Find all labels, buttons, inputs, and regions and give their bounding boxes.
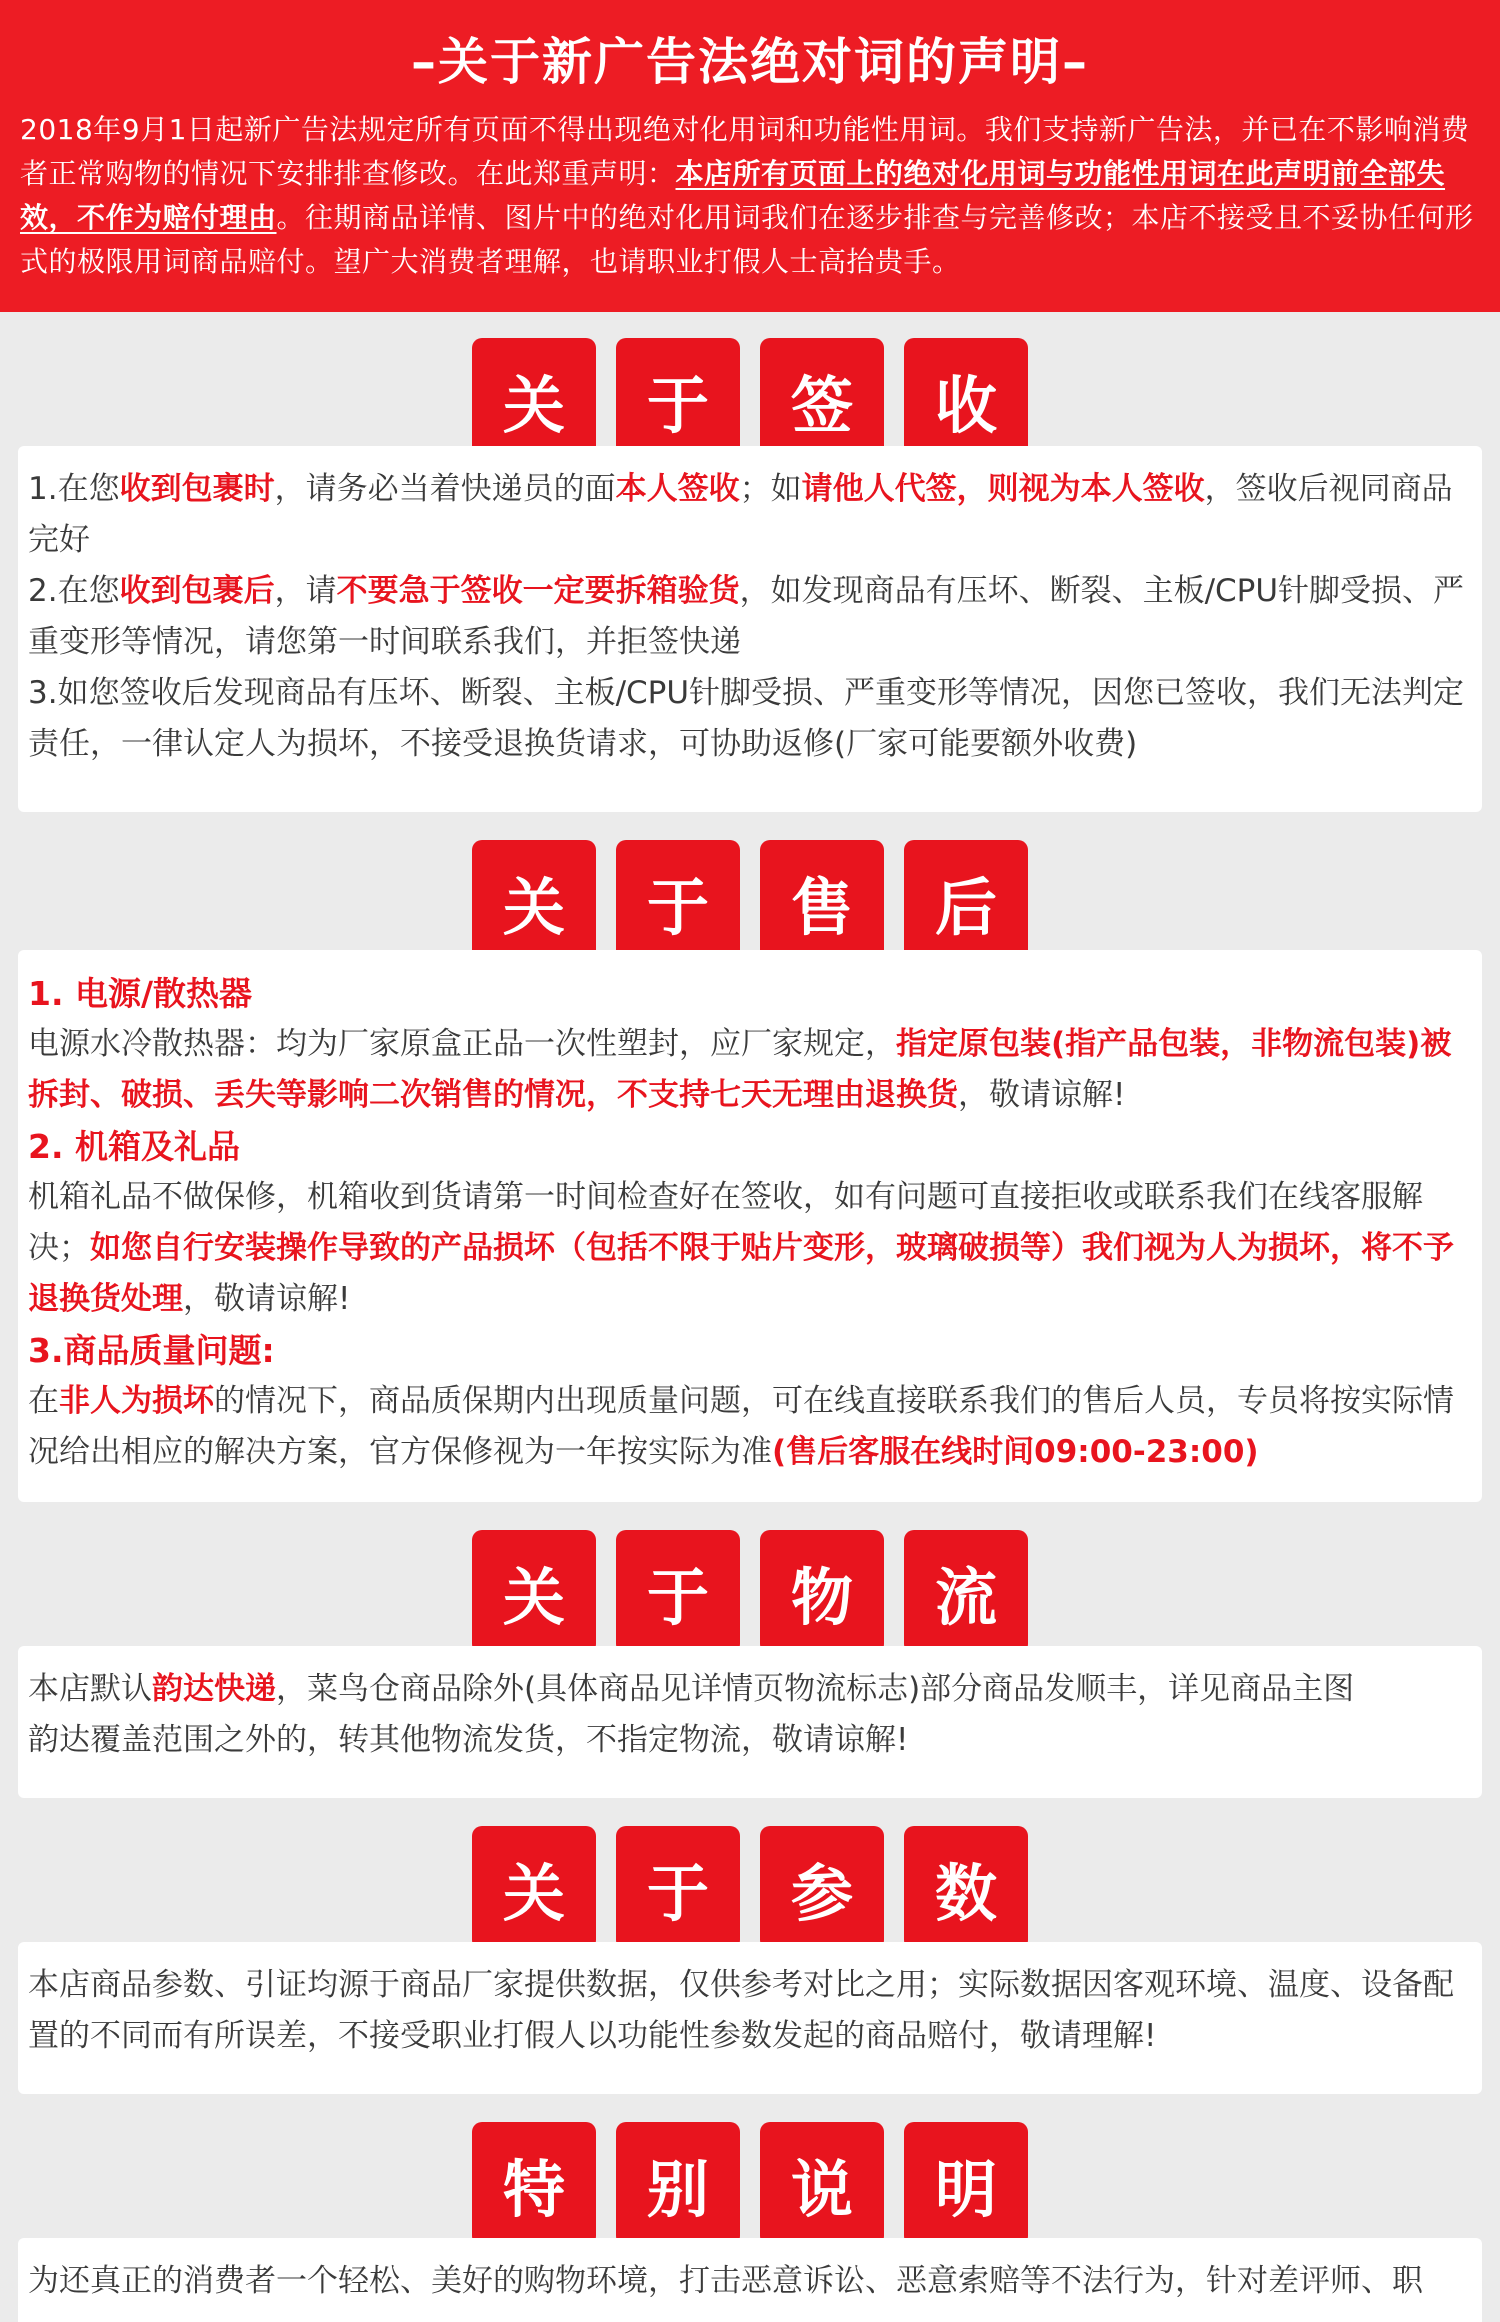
highlight: 收到包裹后 [119,573,275,609]
text: 在 [28,1383,59,1419]
banner-title: –关于新广告法绝对词的声明– [411,33,1089,91]
highlight: 不要急于签收一定要拆箱验货 [336,573,740,609]
banner-body [20,108,1480,284]
text: ，敬请谅解! [958,1077,1126,1113]
text: ，请 [274,573,337,609]
heading-char: 于 [616,338,740,462]
heading-char: 关 [472,840,596,964]
section-paragraph [28,1019,1472,1121]
text: ；如 [739,471,802,507]
text: 电源水冷散热器：均为厂家原盒正品一次性塑封，应厂家规定， [28,1026,896,1062]
banner-text-1: 2018年9月1日起新广告法规定所有页面不得出现绝对化用词和功能性用词。我们支持新广告法，并已在不影响消费者正常购物的情况下安排排查修改。在此郑重声明： [20,113,1470,190]
highlight: 韵达快递 [152,1671,276,1707]
after-sales-card [18,950,1482,1502]
heading-char: 物 [760,1530,884,1654]
heading-logistics [0,1530,1500,1654]
heading-char: 后 [904,840,1028,964]
special-text: 为还真正的消费者一个轻松、美好的购物环境，打击恶意诉讼、恶意索赔等不法行为，针对差评师、职 [28,2263,1423,2299]
text: 2.在您 [28,573,120,609]
heading-char: 数 [904,1826,1028,1950]
heading-char: 关 [472,1530,596,1654]
section-paragraph [28,1172,1472,1325]
heading-char: 明 [904,2122,1028,2246]
section-subtitle: 2. 机箱及礼品 [28,1127,240,1166]
highlight: (售后客服在线时间09:00-23:00) [772,1434,1259,1470]
heading-after-sales [0,840,1500,964]
logistics-line: 韵达覆盖范围之外的，转其他物流发货，不指定物流，敬请谅解! [28,1722,909,1758]
sign-item [28,464,1472,566]
text: 本店默认 [28,1671,152,1707]
sign-item: 3.如您签收后发现商品有压坏、断裂、主板/CPU针脚受损、严重变形等情况，因您已签收，我们无法判定责任，一律认定人为损坏，不接受退换货请求，可协助返修(厂家可能要额外收费) [28,675,1465,762]
heading-char: 收 [904,338,1028,462]
sign-item [28,566,1472,668]
params-text: 本店商品参数、引证均源于商品厂家提供数据，仅供参考对比之用；实际数据因客观环境、温度、设备配置的不同而有所误差，不接受职业打假人以功能性参数发起的商品赔付，敬请理解! [28,1967,1454,2054]
disclaimer-banner [0,0,1500,312]
banner-underlined-statement: 本店所有页面上的绝对化用词与功能性用词在此声明前全部失效，不作为赔付理由 [20,157,1446,234]
highlight: 本人签收 [615,471,740,507]
heading-char: 别 [616,2122,740,2246]
text: 的情况下，商品质保期内出现质量问题，可在线直接联系我们的售后人员，专员将按实际情况给出相应的解决方案，官方保修视为一年按实际为准 [28,1383,1454,1470]
section-paragraph [28,1376,1472,1478]
heading-char: 特 [472,2122,596,2246]
heading-char: 流 [904,1530,1028,1654]
heading-char: 于 [616,1826,740,1950]
heading-char: 于 [616,840,740,964]
heading-char: 参 [760,1826,884,1950]
logistics-line [28,1664,1472,1715]
text: 机箱礼品不做保修，机箱收到货请第一时间检查好在签收，如有问题可直接拒收或联系我们在线客服解决； [28,1179,1423,1266]
heading-sign [0,338,1500,462]
highlight: 指定原包装(指产品包装，非物流包装)被拆封、破损、丢失等影响二次销售的情况，不支持七天无理由退换货 [28,1026,1452,1113]
text: ，签收后视同商品完好 [28,471,1453,558]
special-card [18,2238,1482,2322]
heading-char: 关 [472,338,596,462]
text: ，请务必当着快递员的面 [274,471,616,507]
sign-card [18,446,1482,812]
highlight: 如您自行安装操作导致的产品损坏（包括不限于贴片变形，玻璃破损等）我们视为人为损坏，将不予退换货处理 [28,1230,1454,1317]
text: ，敬请谅解! [183,1281,351,1317]
highlight: 请他人代签，则视为本人签收 [801,471,1205,507]
heading-char: 说 [760,2122,884,2246]
text: ，如发现商品有压坏、断裂、主板/CPU针脚受损、严重变形等情况，请您第一时间联系我们，并拒签快递 [28,573,1465,660]
text: 1.在您 [28,471,120,507]
heading-char: 于 [616,1530,740,1654]
section-subtitle: 3.商品质量问题: [28,1331,275,1370]
heading-char: 关 [472,1826,596,1950]
text: ，菜鸟仓商品除外(具体商品见详情页物流标志)部分商品发顺丰，详见商品主图 [276,1671,1355,1707]
highlight: 收到包裹时 [119,471,275,507]
heading-char: 签 [760,338,884,462]
section-subtitle: 1. 电源/散热器 [28,974,253,1013]
banner-text-2: 。往期商品详情、图片中的绝对化用词我们在逐步排查与完善修改；本店不接受且不妥协任何形式的极限用词商品赔付。望广大消费者理解，也请职业打假人士高抬贵手。 [20,201,1474,278]
params-card [18,1942,1482,2094]
heading-char: 售 [760,840,884,964]
highlight: 非人为损坏 [59,1383,214,1419]
logistics-card [18,1646,1482,1798]
heading-special [0,2122,1500,2246]
heading-params [0,1826,1500,1950]
